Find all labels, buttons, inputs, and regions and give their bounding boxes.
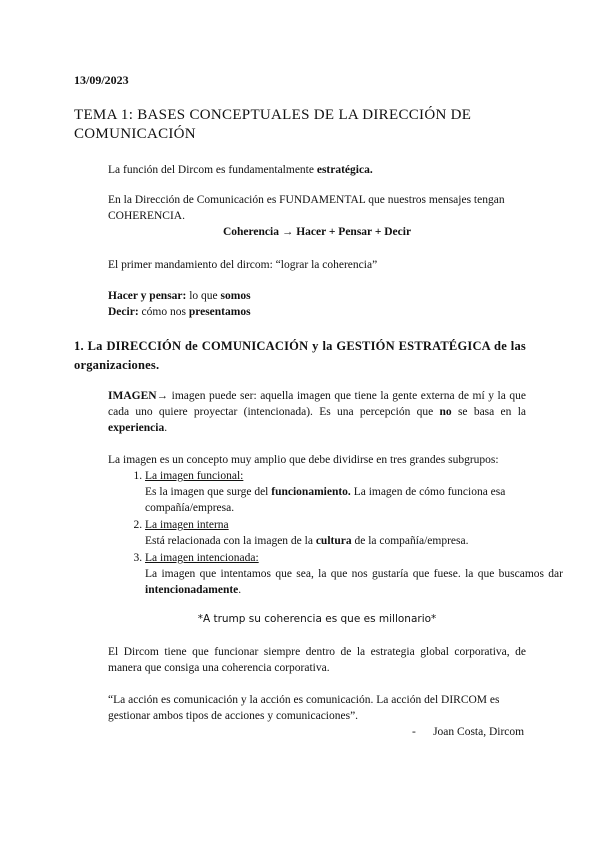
list-item-text: Es la imagen que surge del — [145, 486, 272, 498]
hacer-bold: somos — [220, 290, 251, 302]
intro-text: La función del Dircom es fundamentalmente — [108, 164, 317, 176]
list-item-title: La imagen interna — [145, 519, 229, 531]
dircom-paragraph: El Dircom tiene que funcionar siempre dentro de la estrategia global corporativa, de manera que consiga una coherencia corporativa. — [108, 646, 526, 674]
formula-line: Coherencia → Hacer + Pensar + Decir — [222, 226, 412, 238]
imagen-subgroups-list — [108, 468, 563, 599]
imagen-label: IMAGEN→ — [108, 390, 169, 402]
decir-label: Decir: — [108, 306, 139, 318]
imagen-no: no — [439, 406, 452, 418]
page-title: TEMA 1: BASES CONCEPTUALES DE LA DIRECCIÓN DE COMUNICACIÓN — [74, 107, 472, 142]
list-item-text: La imagen de cómo funciona esa compañía/empresa. — [145, 486, 506, 514]
imagen-experiencia: experiencia — [108, 422, 165, 434]
hacer-line — [108, 288, 526, 304]
hacer-label: Hacer y pensar: — [108, 290, 187, 302]
hacer-text: lo que — [186, 290, 221, 302]
decir-line — [108, 304, 526, 320]
list-item-text: . — [238, 584, 242, 596]
list-item-text: de la compañía/empresa. — [351, 535, 469, 547]
imagen-text-a: imagen puede ser: aquella imagen que tiene la gente externa de mí y la que cada uno quiere proyectar (intencionada). Es una percepción que — [108, 390, 526, 418]
mandamiento-paragraph: El primer mandamiento del dircom: “lograr la coherencia” — [108, 259, 378, 271]
quote-author: - Joan Costa, Dircom — [412, 726, 525, 738]
imagen-text-b: se basa en la — [451, 406, 526, 418]
list-item-bold: intencionadamente — [145, 584, 239, 596]
list-item — [145, 517, 563, 549]
document-date: 13/09/2023 — [74, 73, 129, 87]
list-item — [145, 468, 563, 516]
list-intro: La imagen es un concepto muy amplio que debe dividirse en tres grandes subgrupos: — [108, 454, 499, 466]
intro-bold: estratégica. — [316, 164, 373, 176]
quote: “La acción es comunicación y la acción es comunicación. La acción del DIRCOM es gestionar ambos tipos de acciones y comunicaciones”. — [108, 694, 500, 722]
coherencia-paragraph: En la Dirección de Comunicación es FUNDAMENTAL que nuestros mensajes tengan COHERENCIA. — [108, 194, 505, 222]
imagen-end: . — [164, 422, 168, 434]
list-item — [145, 550, 563, 598]
list-item-bold: cultura — [315, 535, 352, 547]
list-item-title: La imagen funcional: — [145, 470, 244, 482]
imagen-paragraph — [108, 388, 526, 436]
section-heading: 1. La DIRECCIÓN de COMUNICACIÓN y la GESTIÓN ESTRATÉGICA de las organizaciones. — [74, 339, 526, 372]
decir-bold: presentamos — [188, 306, 251, 318]
intro-paragraph — [108, 162, 526, 178]
trump-note: *A trump su coherencia es que es millonario* — [197, 613, 437, 625]
list-item-text: La imagen que intentamos que sea, la que nos gustaría que fuese. la que buscamos dar — [145, 568, 563, 580]
list-item-title: La imagen intencionada: — [145, 552, 259, 564]
list-item-text: Está relacionada con la imagen de la — [145, 535, 316, 547]
decir-text: cómo nos — [138, 306, 189, 318]
list-item-bold: funcionamiento. — [271, 486, 351, 498]
